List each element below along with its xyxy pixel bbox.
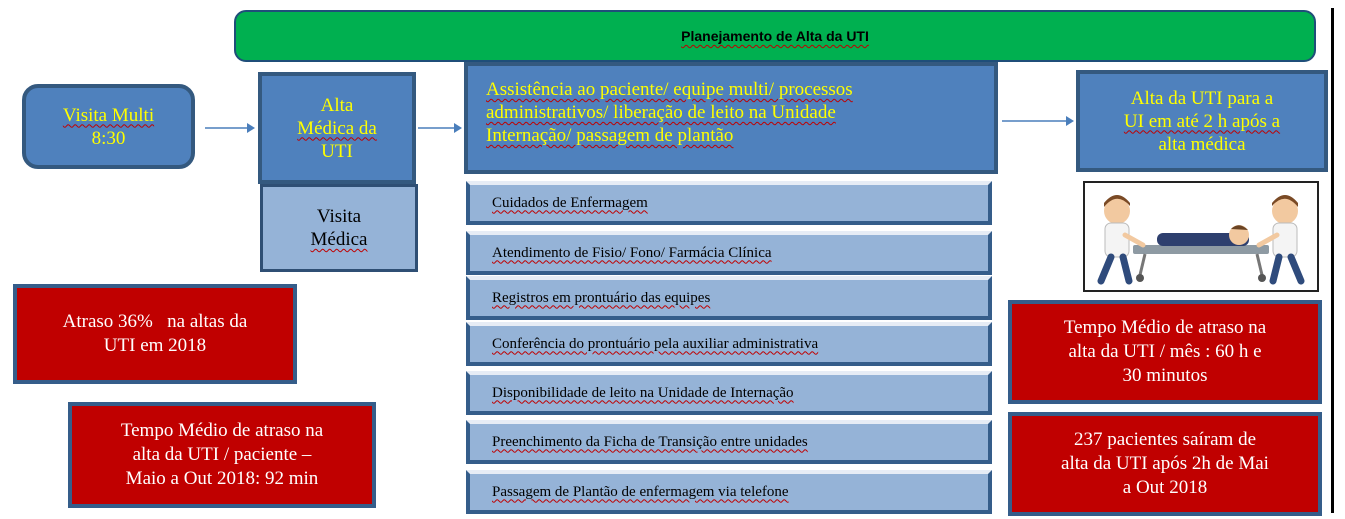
- visita-multi-line1: Visita Multi: [62, 104, 155, 126]
- alta-medica-line3: UTI: [321, 140, 353, 162]
- assistencia-line1: Assistência ao paciente/ equipe multi/ processos: [486, 79, 853, 100]
- task-item: Preenchimento da Ficha de Transição entre unidades: [466, 420, 992, 464]
- slide-edge-divider: [1331, 8, 1334, 513]
- atraso-stat-box: [13, 284, 297, 384]
- pacientes-line1: 237 pacientes saíram de: [1073, 429, 1256, 450]
- visita-multi-line2: 8:30: [91, 127, 126, 149]
- alta-medica-line1: Alta: [320, 94, 354, 116]
- tempo-mes-stat-box: [1008, 300, 1322, 404]
- arrow-icon: [418, 118, 462, 138]
- pacientes-line3: a Out 2018: [1122, 477, 1208, 498]
- visita-medica-line1: Visita: [316, 206, 362, 227]
- tempo-mes-line1: Tempo Médio de atraso na: [1063, 317, 1267, 338]
- tempo-mes-line2: alta da UTI / mês : 60 h e: [1068, 341, 1262, 362]
- assistencia-line3: Internação/ passagem de plantão: [486, 125, 734, 146]
- task-item: Cuidados de Enfermagem: [466, 181, 992, 225]
- plan-title-banner: [234, 10, 1316, 62]
- arrow-icon: [205, 118, 255, 138]
- task-item: Registros em prontuário das equipes: [466, 276, 992, 320]
- alta-ui-box: [1076, 70, 1328, 172]
- tempo-paciente-stat-box: [68, 402, 376, 508]
- tempo-mes-line3: 30 minutos: [1122, 365, 1208, 386]
- pacientes-stat-box: [1008, 412, 1322, 516]
- assistencia-line2: administrativos/ liberação de leito na Unidade: [486, 102, 836, 123]
- tempo-paciente-line2: alta da UTI / paciente –: [132, 444, 312, 465]
- assistencia-box: [464, 62, 998, 174]
- visita-medica-line2: Médica: [310, 229, 368, 250]
- plan-title: Planejamento de Alta da UTI: [681, 28, 869, 44]
- visita-multi-box: [22, 84, 195, 169]
- task-item: Disponibilidade de leito na Unidade de Internação: [466, 371, 992, 415]
- arrow-icon: [1002, 111, 1074, 131]
- alta-medica-line2: Médica da: [297, 117, 377, 139]
- alta-ui-line1: Alta da UTI para a: [1130, 87, 1274, 109]
- stretcher-transport-icon: [1085, 183, 1317, 290]
- atraso-line2: UTI em 2018: [103, 335, 207, 356]
- tempo-paciente-line1: Tempo Médio de atraso na: [120, 420, 324, 441]
- pacientes-line2: alta da UTI após 2h de Mai: [1061, 453, 1269, 474]
- task-item: Passagem de Plantão de enfermagem via telefone: [466, 470, 992, 514]
- alta-ui-line2: UI em até 2 h após a: [1123, 110, 1281, 132]
- task-item: Conferência do prontuário pela auxiliar administrativa: [466, 322, 992, 366]
- tempo-paciente-line3: Maio a Out 2018: 92 min: [125, 468, 319, 489]
- alta-medica-box: [258, 72, 416, 184]
- stretcher-illustration: [1083, 181, 1319, 292]
- atraso-line1: Atraso 36% na altas da: [62, 311, 248, 332]
- alta-ui-line3: alta médica: [1158, 133, 1246, 155]
- task-item: Atendimento de Fisio/ Fono/ Farmácia Clínica: [466, 231, 992, 275]
- visita-medica-box: [260, 184, 418, 272]
